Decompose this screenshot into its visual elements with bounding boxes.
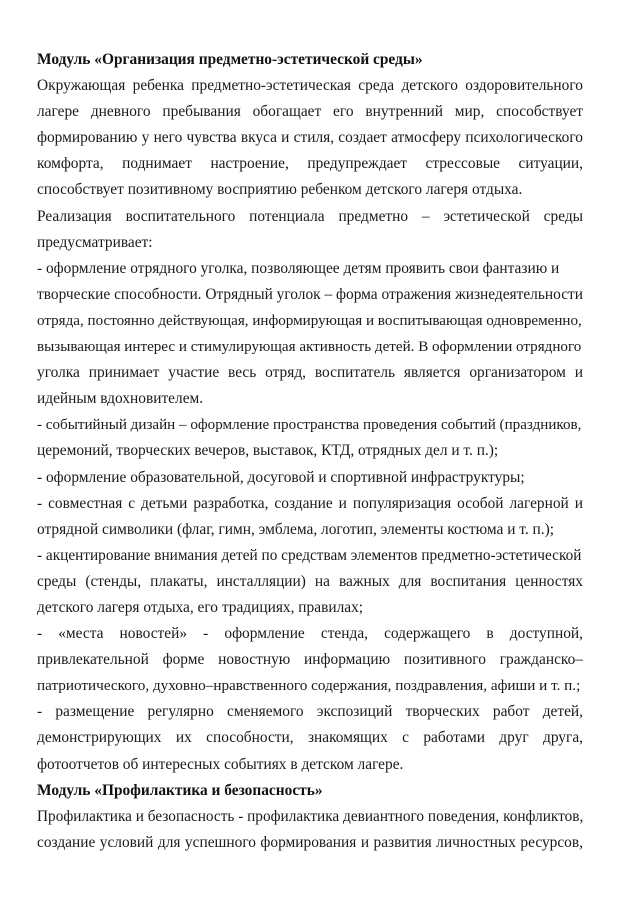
list-item-exhibitions bbox=[37, 699, 583, 777]
module-heading-prevention-safety: Модуль «Профилактика и безопасность» bbox=[37, 781, 323, 799]
paragraph-line: вызывающая интерес и стимулирующая активность детей. В оформлении отрядного bbox=[37, 339, 582, 356]
paragraph-line: комфорта, поднимает настроение, предупреждает стрессовые ситуации, bbox=[37, 155, 583, 173]
paragraph-line: - событийный дизайн – оформление пространства проведения событий (праздников, bbox=[37, 417, 582, 434]
paragraph-line: - размещение регулярно сменяемого экспозиций творческих работ детей, bbox=[37, 703, 583, 721]
intro-paragraph bbox=[37, 73, 583, 203]
paragraph-line: привлекательной форме новостную информацию позитивного гражданско– bbox=[37, 651, 583, 669]
realization-paragraph bbox=[37, 204, 583, 256]
paragraph-line: детского лагеря отдыха, его традициях, правилах; bbox=[37, 598, 364, 616]
list-item-attention-accents bbox=[37, 543, 583, 621]
paragraph-line: церемоний, творческих вечеров, выставок, КТД, отрядных дел и т. п.); bbox=[37, 442, 499, 460]
paragraph-line: Окружающая ребенка предметно-эстетическая среда детского оздоровительного bbox=[37, 77, 583, 95]
list-item-news-places bbox=[37, 621, 583, 699]
list-item-infrastructure bbox=[37, 465, 583, 491]
list-item-squad-corner bbox=[37, 256, 583, 413]
paragraph-line: фотоотчетов об интересных событиях в детском лагере. bbox=[37, 755, 404, 773]
paragraph-line: уголка принимает участие весь отряд, воспитатель является организатором и bbox=[37, 364, 583, 382]
list-item-symbolics bbox=[37, 491, 583, 543]
paragraph-line: творческие способности. Отрядный уголок – форма отражения жизнедеятельности bbox=[37, 285, 583, 303]
paragraph-line: - «места новостей» - оформление стенда, содержащего в доступной, bbox=[37, 625, 583, 643]
paragraph-line: отрядной символики (флаг, гимн, эмблема, логотип, элементы костюма и т. п.); bbox=[37, 520, 555, 538]
paragraph-line: демонстрирующих их способности, знакомящих с работами друг друга, bbox=[37, 729, 583, 747]
paragraph-line: формированию у него чувства вкуса и стиля, создает атмосферу психологического bbox=[37, 129, 583, 147]
paragraph-line: предусматривает: bbox=[37, 233, 153, 251]
paragraph-line: Профилактика и безопасность - профилактика девиантного поведения, конфликтов, bbox=[37, 807, 584, 825]
paragraph-line: лагере дневного пребывания обогащает его внутренний мир, способствует bbox=[37, 103, 583, 121]
paragraph-line: создание условий для успешного формирования и развития личностных ресурсов, bbox=[37, 833, 583, 851]
paragraph-line: - акцентирование внимания детей по средствам элементов предметно-эстетической bbox=[37, 546, 582, 564]
paragraph-line: патриотического, духовно–нравственного содержания, поздравления, афиши и т. п.; bbox=[37, 677, 581, 695]
paragraph-line: Реализация воспитательного потенциала предметно – эстетической среды bbox=[37, 207, 583, 225]
paragraph-line: отряда, постоянно действующая, информирующая и воспитывающая одновременно, bbox=[37, 312, 582, 329]
prevention-paragraph bbox=[37, 804, 583, 856]
paragraph-line: способствует позитивному восприятию ребенком детского лагеря отдыха. bbox=[37, 181, 523, 199]
paragraph-line: - оформление отрядного уголка, позволяющее детям проявить свои фантазию и bbox=[37, 259, 560, 277]
paragraph-line: среды (стенды, плакаты, инсталляции) на важных для воспитания ценностях bbox=[37, 572, 583, 590]
list-item-event-design bbox=[37, 412, 583, 464]
paragraph-line: - оформление образовательной, досуговой и спортивной инфраструктуры; bbox=[37, 468, 525, 486]
module-heading-aesthetic-environment: Модуль «Организация предметно-эстетической среды» bbox=[37, 51, 423, 68]
paragraph-line: идейным вдохновителем. bbox=[37, 390, 204, 408]
paragraph-line: - совместная с детьми разработка, создание и популяризация особой лагерной и bbox=[37, 494, 583, 512]
